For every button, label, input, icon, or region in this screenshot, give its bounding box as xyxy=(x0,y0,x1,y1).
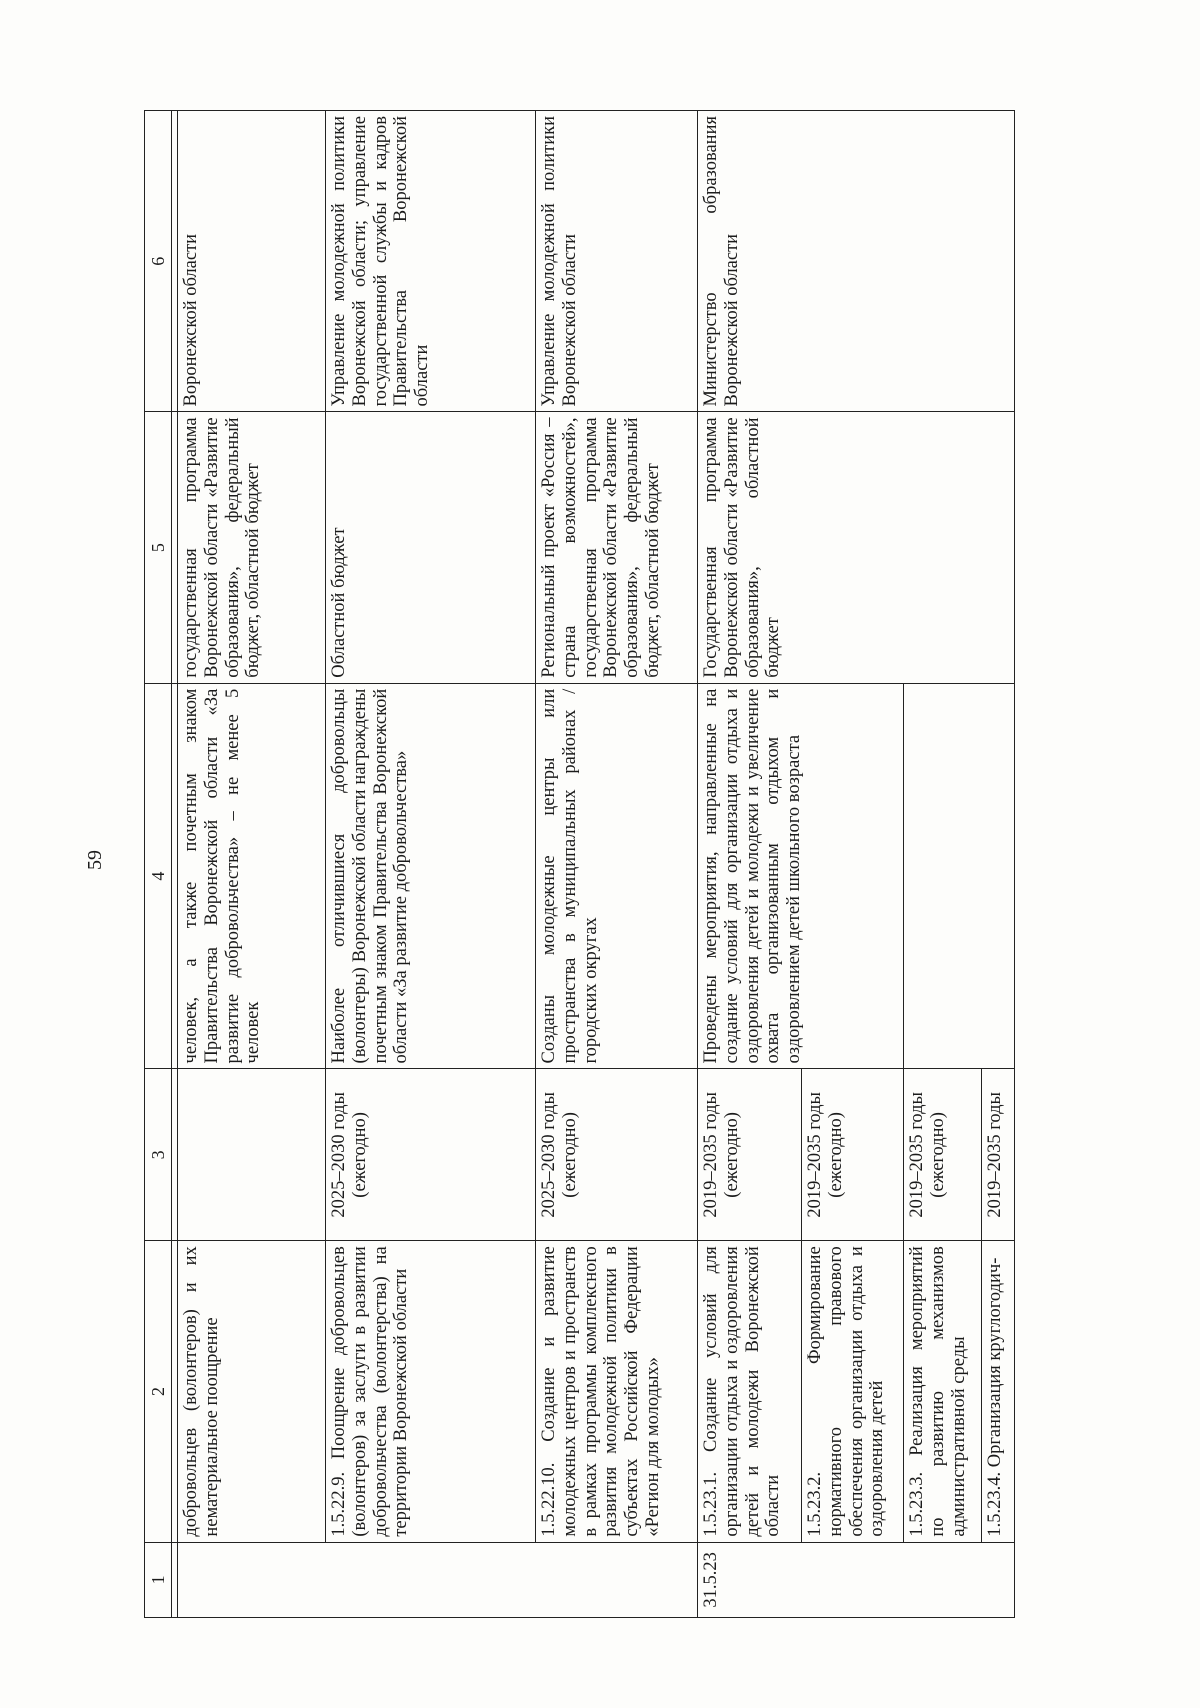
cell-measure: 1.5.22.9. Поощрение добровольцев (волонтеров) за заслуги в развитии добровольчества (волонтерства) на территории Воронежской области xyxy=(326,1241,536,1542)
cell-period: 2025–2030 годы (ежегодно) xyxy=(326,1069,536,1241)
cell-source: Областной бюджет xyxy=(326,412,536,683)
cell-result: человек, а также почетным знаком Правительства Воронежской области «За развитие добровольчества» – не менее 5 человек xyxy=(178,683,326,1069)
cell-number: 31.5.23 xyxy=(698,1542,1015,1617)
table-row xyxy=(178,111,326,1618)
page-number: 59 xyxy=(84,850,106,870)
cell-measure: 1.5.23.4. Организация круглогодич- xyxy=(982,1241,1015,1542)
cell-executor: Министерство образования Воронежской области xyxy=(698,111,1015,412)
cell-result-empty xyxy=(904,683,1015,1069)
cell-period: 2019–2035 годы (ежегодно) xyxy=(802,1069,904,1241)
rotated-table-sheet xyxy=(144,110,1076,1618)
header-col-1: 1 xyxy=(145,1542,172,1617)
program-table xyxy=(144,110,1015,1618)
cell-period: 2019–2035 годы (ежегодно) xyxy=(698,1069,802,1241)
table-row xyxy=(536,111,698,1618)
cell-measure: 1.5.23.3. Реализация мероприятий по развитию механизмов административной среды xyxy=(904,1241,982,1542)
cell-source: Государственная программа Воронежской области «Развитие образования», областной бюджет xyxy=(698,412,1015,683)
cell-measure: 1.5.23.2. Формирование нормативного правового обеспечения организации отдыха и оздоровления детей xyxy=(802,1241,904,1542)
cell-result: Проведены мероприятия, направленные на создание условий для организации отдыха и оздоровления детей и молодежи и увеличение охвата организованным отдыхом и оздоровлением детей школьного возраста xyxy=(698,683,904,1069)
cell-executor: Управление молодежной политики Воронежской области; управление государственной службы и кадров Правительства Воронежской области xyxy=(326,111,536,412)
cell-measure: добровольцев (волонтеров) и их нематериальное поощрение xyxy=(178,1241,326,1542)
cell-period: 2019–2035 годы xyxy=(982,1069,1015,1241)
table-row xyxy=(698,111,802,1618)
header-col-2: 2 xyxy=(145,1241,172,1542)
header-col-6: 6 xyxy=(145,111,172,412)
cell-measure: 1.5.23.1. Создание условий для организации отдыха и оздоровления детей и молодежи Воронежской области xyxy=(698,1241,802,1542)
header-col-4: 4 xyxy=(145,683,172,1069)
cell-source: Региональный проект «Россия – страна возможностей», государственная программа Воронежской области «Развитие образования», федеральный бюджет, областной бюджет xyxy=(536,412,698,683)
cell-source: государственная программа Воронежской области «Развитие образования», федеральный бюджет, областной бюджет xyxy=(178,412,326,683)
cell-period xyxy=(178,1069,326,1241)
header-row xyxy=(145,111,172,1618)
cell-period: 2019–2035 годы (ежегодно) xyxy=(904,1069,982,1241)
cell-measure: 1.5.22.10. Создание и развитие молодежных центров и пространств в рамках программы комплексного развития молодежной политики в субъектах Российской Федерации «Регион для молодых» xyxy=(536,1241,698,1542)
cell-executor: Управление молодежной политики Воронежской области xyxy=(536,111,698,412)
cell-number xyxy=(178,1542,698,1617)
table-row xyxy=(326,111,536,1618)
header-col-3: 3 xyxy=(145,1069,172,1241)
cell-result: Созданы молодежные центры или пространства в муниципальных районах / городских округах xyxy=(536,683,698,1069)
cell-result: Наиболее отличившиеся добровольцы (волонтеры) Воронежской области награждены почетным знаком Правительства Воронежской области «За развитие добровольчества» xyxy=(326,683,536,1069)
cell-period: 2025–2030 годы (ежегодно) xyxy=(536,1069,698,1241)
cell-executor: Воронежской области xyxy=(178,111,326,412)
header-col-5: 5 xyxy=(145,412,172,683)
